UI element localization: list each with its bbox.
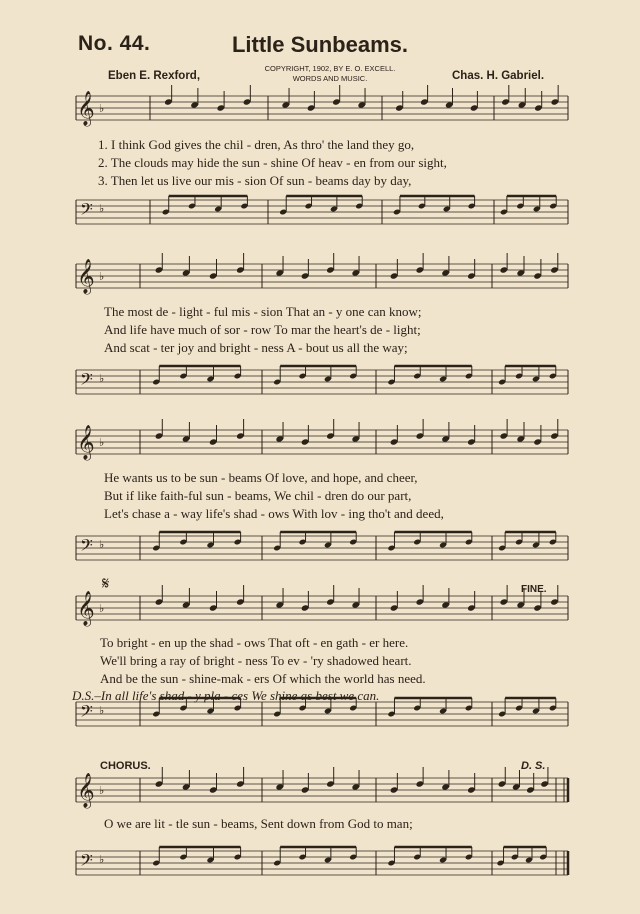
segno-sign: 𝄋: [102, 574, 110, 593]
key-flat: ♭: [99, 704, 105, 717]
key-flat: ♭: [99, 202, 105, 215]
bass-clef: 𝄢: [80, 701, 93, 725]
lyric-line: O we are lit - tle sun - beams, Sent down from God to man;: [104, 816, 413, 831]
key-flat: ♭: [99, 602, 105, 615]
lyric-line-ds: D.S.–In all life's shad - y pla - ces We shine as best we can.: [72, 688, 380, 703]
key-flat: ♭: [99, 538, 105, 551]
bass-clef: 𝄢: [80, 369, 93, 393]
lyric-line: Let's chase a - way life's shad - ows With lov - ing tho't and deed,: [104, 506, 444, 521]
lyric-line: And life have much of sor - row To mar the heart's de - light;: [104, 322, 421, 337]
composer: Chas. H. Gabriel.: [452, 70, 545, 82]
treble-clef: 𝄞: [77, 591, 95, 626]
hymn-title: Little Sunbeams.: [231, 32, 409, 57]
treble-clef: 𝄞: [77, 425, 95, 460]
key-flat: ♭: [99, 102, 105, 115]
key-flat: ♭: [99, 372, 105, 385]
bass-clef: 𝄢: [80, 850, 93, 874]
treble-clef: 𝄞: [77, 91, 95, 126]
lyric-line: And be the sun - shine-mak - ers Of which the world has need.: [100, 671, 426, 686]
lyric-line: 3. Then let us live our mis - sion Of sun - beams day by day,: [98, 173, 412, 188]
key-flat: ♭: [99, 436, 105, 449]
hymn-number: No. 44.: [78, 32, 151, 55]
key-flat: ♭: [99, 270, 105, 283]
lyric-line: And scat - ter joy and bright - ness A - bout us all the way;: [104, 340, 408, 355]
lyric-line: The most de - light - ful mis - sion That an - y one can know;: [104, 304, 422, 319]
lyric-line: 1. I think God gives the chil - dren, As thro' the land they go,: [98, 137, 415, 152]
lyric-line: We'll bring a ray of bright - ness To ev - 'ry shadowed heart.: [100, 653, 412, 668]
ds-marking: D. S.: [521, 760, 546, 772]
copyright-line: COPYRIGHT, 1902, BY E. O. EXCELL.: [264, 64, 396, 73]
words-and-music-line: WORDS AND MUSIC.: [292, 74, 368, 83]
key-flat: ♭: [99, 784, 105, 797]
lyric-line: 2. The clouds may hide the sun - shine Of heav - en from our sight,: [98, 155, 447, 170]
lyric-line: He wants us to be sun - beams Of love, and hope, and cheer,: [104, 470, 418, 485]
lyric-line: To bright - en up the shad - ows That oft - en gath - er here.: [100, 635, 409, 650]
lyricist: Eben E. Rexford,: [108, 70, 201, 82]
bass-clef: 𝄢: [80, 535, 93, 559]
treble-clef: 𝄞: [77, 773, 95, 808]
key-flat: ♭: [99, 853, 105, 866]
bass-clef: 𝄢: [80, 199, 93, 223]
fine-marking: FINE.: [521, 584, 547, 595]
treble-clef: 𝄞: [77, 259, 95, 294]
chorus-label: CHORUS.: [100, 760, 151, 772]
lyric-line: But if like faith-ful sun - beams, We chil - dren do our part,: [104, 488, 412, 503]
